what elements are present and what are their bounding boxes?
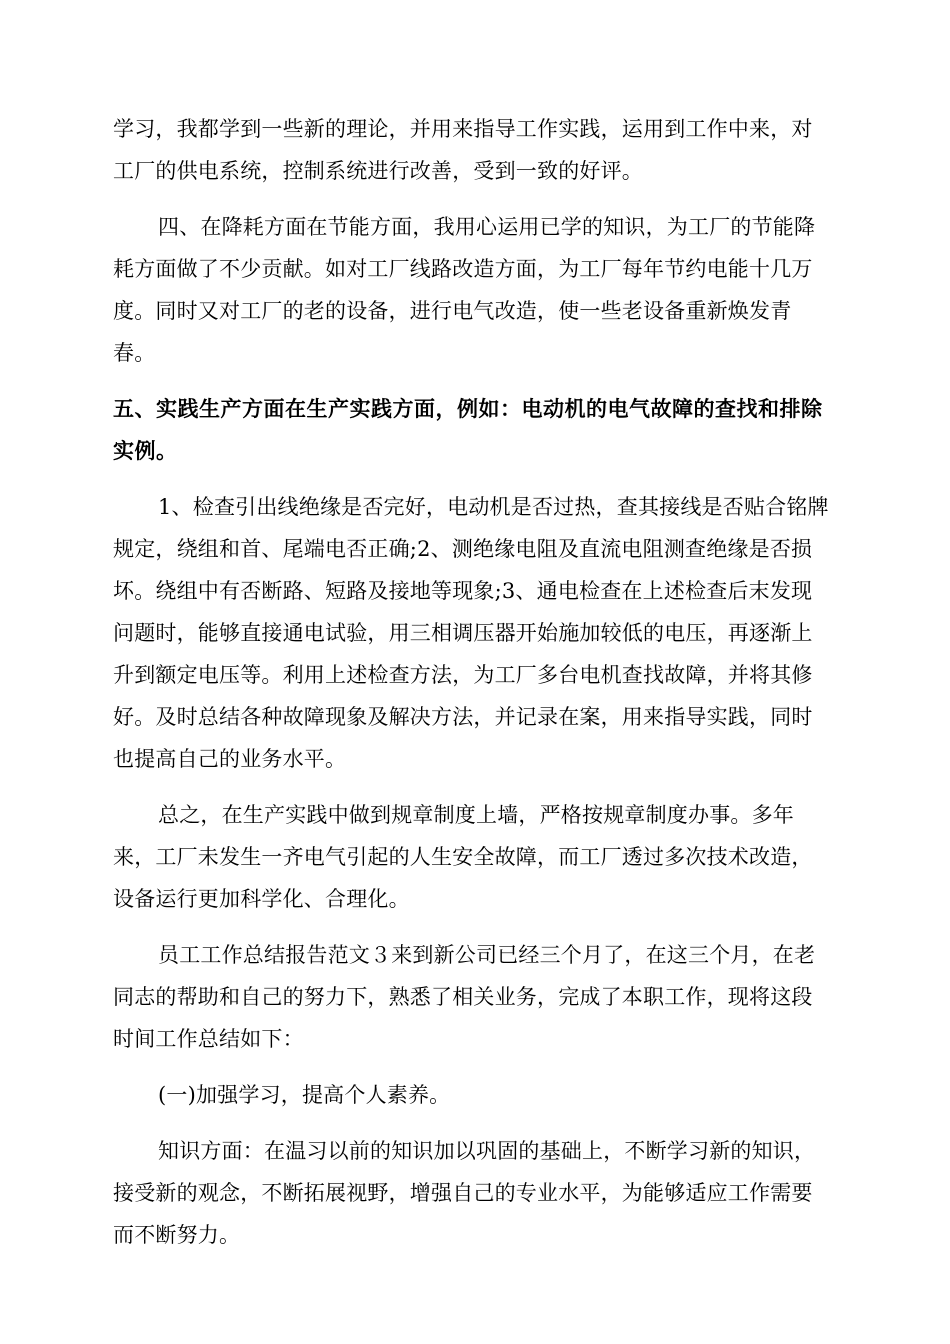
paragraph-subheading-study: (一)加强学习，提高个人素养。 [158, 1083, 451, 1107]
paragraph-knowledge: 知识方面：在温习以前的知识加以巩固的基础上，不断学习新的知识，接受新的观念，不断拓展视野，增强自己的专业水平，为能够适应工作需要而不断努力。 [113, 1139, 816, 1247]
document-body [113, 108, 833, 1256]
section-heading-production-practice: 五、实践生产方面在生产实践方面，例如：电动机的电气故障的查找和排除实例。 [113, 397, 823, 463]
paragraph-report-intro: 员工工作总结报告范文３来到新公司已经三个月了，在这三个月，在老同志的帮助和自己的努力下，熟悉了相关业务，完成了本职工作，现将这段时间工作总结如下： [113, 943, 816, 1051]
paragraph-motor-inspection: 1、检查引出线绝缘是否完好，电动机是否过热，查其接线是否贴合铭牌规定，绕组和首、尾端电否正确;2、测绝缘电阻及直流电阻测查绝缘是否损坏。绕组中有否断路、短路及接地等现象;3、通电检查在上述检查后末发现问题时，能够直接通电试验，用三相调压器开始施加较低的电压，再逐渐上升到额定电压等。利用上述检查方法，为工厂多台电机查找故障，并将其修好。及时总结各种故障现象及解决方法，并记录在案，用来指导实践，同时也提高自己的业务水平。 [113, 495, 829, 771]
paragraph-energy-saving: 四、在降耗方面在节能方面，我用心运用已学的知识，为工厂的节能降耗方面做了不少贡献。如对工厂线路改造方面，为工厂每年节约电能十几万度。同时又对工厂的老的设备，进行电气改造，使一些老设备重新焕发青春。 [113, 215, 816, 365]
paragraph-continuation: 学习，我都学到一些新的理论，并用来指导工作实践，运用到工作中来，对工厂的供电系统，控制系统进行改善，受到一致的好评。 [113, 117, 813, 183]
paragraph-summary: 总之，在生产实践中做到规章制度上墙，严格按规章制度办事。多年来，工厂未发生一齐电气引起的人生安全故障，而工厂透过多次技术改造，设备运行更加科学化、合理化。 [113, 803, 813, 911]
